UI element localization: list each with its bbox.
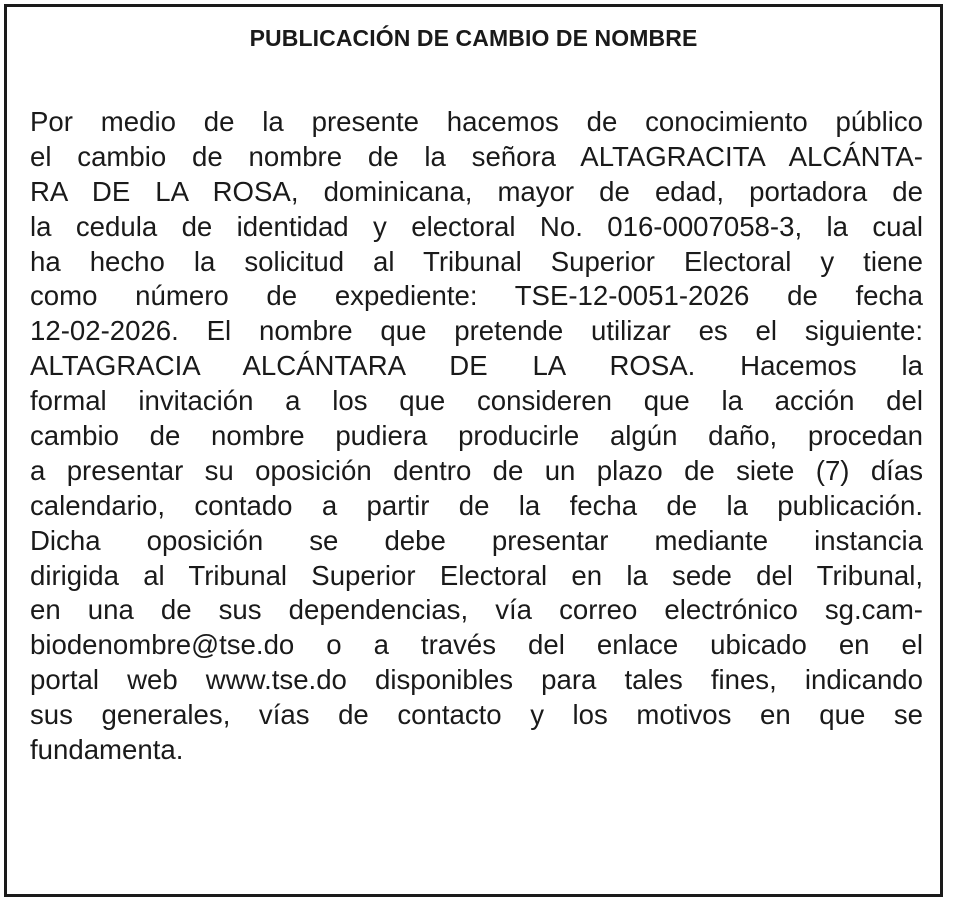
body-line: 12-02-2026. El nombre que pretende utilizar es el siguiente: xyxy=(30,315,923,347)
notice-title: PUBLICACIÓN DE CAMBIO DE NOMBRE xyxy=(249,25,698,51)
notice-body xyxy=(30,105,923,768)
body-line: ha hecho la solicitud al Tribunal Superior Electoral y tiene xyxy=(30,245,923,277)
body-line: RA DE LA ROSA, dominicana, mayor de edad, portadora de xyxy=(30,175,923,207)
body-line: calendario, contado a partir de la fecha de la publicación. xyxy=(30,489,923,521)
body-line: en una de sus dependencias, vía correo electrónico sg.cam- xyxy=(30,594,923,626)
body-line: fundamenta. xyxy=(30,734,184,766)
body-line: a presentar su oposición dentro de un plazo de siete (7) días xyxy=(30,454,923,486)
body-line: ALTAGRACIA ALCÁNTARA DE LA ROSA. Hacemos la xyxy=(30,350,923,382)
body-line: dirigida al Tribunal Superior Electoral en la sede del Tribunal, xyxy=(30,559,923,591)
body-line: el cambio de nombre de la señora ALTAGRACITA ALCÁNTA- xyxy=(30,140,923,172)
body-line: Por medio de la presente hacemos de conocimiento público xyxy=(30,106,923,137)
body-line: biodenombre@tse.do o a través del enlace ubicado en el xyxy=(30,629,923,661)
notice-box xyxy=(4,4,943,897)
body-line: cambio de nombre pudiera producirle algún daño, procedan xyxy=(30,420,923,452)
body-line: sus generales, vías de contacto y los motivos en que se xyxy=(30,699,923,731)
body-line: portal web www.tse.do disponibles para tales fines, indicando xyxy=(30,664,923,696)
body-line: la cedula de identidad y electoral No. 016-0007058-3, la cual xyxy=(30,210,923,242)
body-line: como número de expediente: TSE-12-0051-2026 de fecha xyxy=(30,280,923,312)
body-line: Dicha oposición se debe presentar mediante instancia xyxy=(30,524,923,556)
body-line: formal invitación a los que consideren que la acción del xyxy=(30,385,923,417)
